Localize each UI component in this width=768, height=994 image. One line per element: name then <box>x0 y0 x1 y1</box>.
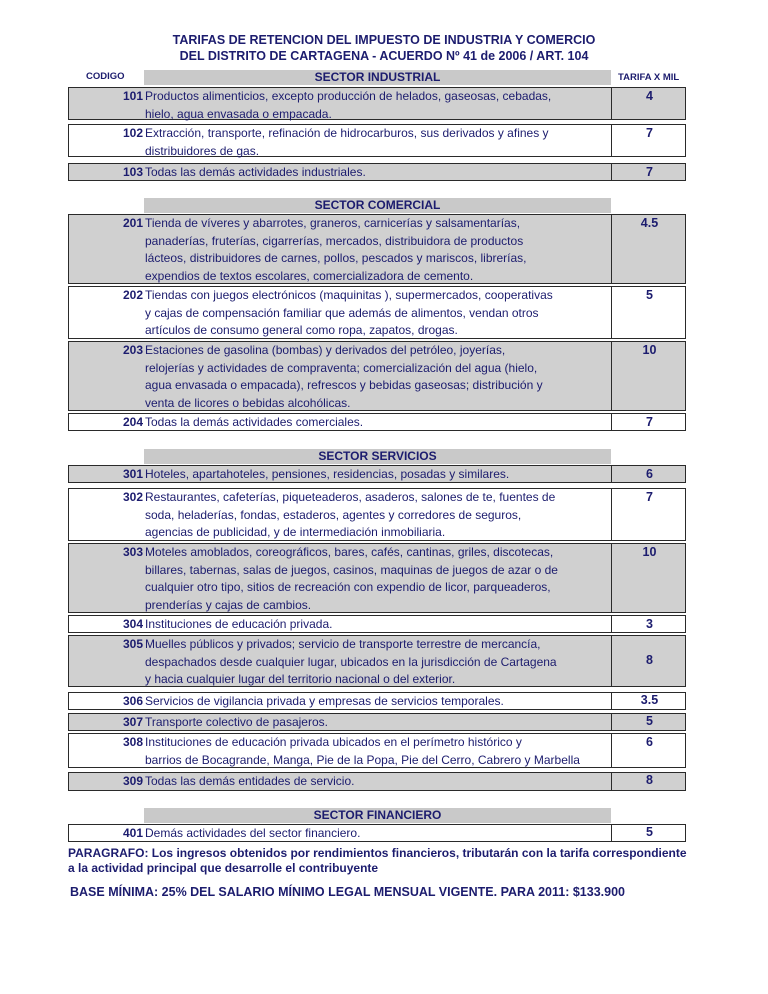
activity-description: Productos alimenticios, excepto producción de helados, gaseosas, cebadas, hielo, agua envasada o empacada. <box>145 89 552 121</box>
table-row <box>68 615 686 633</box>
activity-description: Tienda de víveres y abarrotes, graneros, carnicerías y salsamentarías, panaderías, fruterías, cigarrerías, mercados, distribuidora de productos lácteos, distribuidores de carnes, pollos, pescados y mariscos, librerías, expendios de textos escolares, comercializadora de cemento. <box>145 216 527 283</box>
document-title-line1: TARIFAS DE RETENCION DEL IMPUESTO DE INDUSTRIA Y COMERCIO <box>172 33 596 47</box>
activity-description: Hoteles, apartahoteles, pensiones, residencias, posadas y similares. <box>145 467 510 481</box>
table-row <box>68 341 686 411</box>
table-row <box>68 413 686 431</box>
activity-description: Extracción, transporte, refinación de hidrocarburos, sus derivados y afines y distribuidores de gas. <box>145 126 549 158</box>
tariff-rate: 3 <box>646 617 653 631</box>
activity-description: Restaurantes, cafeterías, piqueteaderos, asaderos, salones de te, fuentes de soda, heladerías, fondas, estaderos, agentes y corredores de seguros, agencias de publicidad, y de intermediación inmobiliaria. <box>145 490 556 539</box>
activity-code: 401 <box>122 826 143 840</box>
activity-description: Demás actividades del sector financiero. <box>145 826 361 840</box>
table-row <box>68 286 686 339</box>
table-row <box>68 543 686 613</box>
table-row <box>68 635 686 687</box>
table-row <box>68 824 686 842</box>
activity-code: 308 <box>122 735 143 749</box>
tariff-rate: 7 <box>646 165 653 179</box>
table-row <box>68 772 686 791</box>
activity-description: Estaciones de gasolina (bombas) y derivados del petróleo, joyerías, relojerías y actividades de compraventa; comercialización del agua (hielo, agua envasada o empacada), refrescos y bebidas gaseosas; distribución y venta de licores o bebidas alcohólicas. <box>145 343 543 410</box>
sector-header: SECTOR COMERCIAL <box>144 198 611 213</box>
activity-description: Instituciones de educación privada ubicados en el perímetro histórico y barrios de Bocagrande, Manga, Pie de la Popa, Pie del Cerro, Cabrero y Marbella <box>145 735 580 767</box>
column-header-codigo: CODIGO <box>86 71 125 82</box>
activity-code: 102 <box>122 126 143 140</box>
tariff-rate: 7 <box>646 415 653 429</box>
activity-code: 203 <box>122 343 143 357</box>
activity-description: Servicios de vigilancia privada y empresas de servicios temporales. <box>145 694 504 708</box>
table-row <box>68 733 686 768</box>
tariff-rate: 5 <box>646 714 653 728</box>
table-row <box>68 692 686 710</box>
table-row <box>68 87 686 120</box>
activity-code: 202 <box>122 288 143 302</box>
tariff-rate: 7 <box>646 490 653 504</box>
sector-header: SECTOR SERVICIOS <box>144 449 611 464</box>
activity-code: 303 <box>122 545 143 559</box>
activity-code: 204 <box>122 415 143 429</box>
base-minima: BASE MÍNIMA: 25% DEL SALARIO MÍNIMO LEGAL MENSUAL VIGENTE. PARA 2011: $133.900 <box>70 885 625 899</box>
tariff-rate: 7 <box>646 126 653 140</box>
paragrafo-line2: a la actividad principal que desarrolle el contribuyente <box>68 861 379 875</box>
activity-description: Todas la demás actividades comerciales. <box>145 415 364 429</box>
activity-description: Moteles amoblados, coreográficos, bares, cafés, cantinas, griles, discotecas, billares, tabernas, salas de juegos, casinos, maquinas de juegos de azar o de cualquier otro tipo, sitios de recreación con expendio de licor, parqueaderos, prenderías y cajas de cambios. <box>145 545 558 612</box>
activity-description: Todas las demás actividades industriales. <box>145 165 366 179</box>
tariff-rate: 3.5 <box>640 693 659 707</box>
tariff-rate: 5 <box>646 825 653 839</box>
activity-code: 301 <box>122 467 143 481</box>
activity-description: Instituciones de educación privada. <box>145 617 333 631</box>
table-row <box>68 488 686 541</box>
tariff-rate: 4.5 <box>640 216 659 230</box>
sector-header: SECTOR INDUSTRIAL <box>144 70 611 85</box>
activity-code: 309 <box>122 774 143 788</box>
activity-code: 307 <box>122 715 143 729</box>
activity-code: 306 <box>122 694 143 708</box>
table-row <box>68 713 686 731</box>
tariff-rate: 6 <box>646 735 653 749</box>
tariff-rate: 6 <box>646 467 653 481</box>
table-row <box>68 124 686 157</box>
tariff-rate: 4 <box>646 89 653 103</box>
activity-code: 201 <box>122 216 143 230</box>
activity-code: 305 <box>122 637 143 651</box>
activity-description: Todas las demás entidades de servicio. <box>145 774 355 788</box>
activity-description: Tiendas con juegos electrónicos (maquinitas ), supermercados, cooperativas y cajas de compensación familiar que además de alimentos, vendan otros artículos de consumo general como ropa, zapatos, drogas. <box>145 288 553 337</box>
sector-header: SECTOR FINANCIERO <box>144 808 611 823</box>
tariff-rate: 5 <box>646 288 653 302</box>
paragrafo-line1: PARAGRAFO: Los ingresos obtenidos por rendimientos financieros, tributarán con la tarifa correspondiente <box>68 846 687 860</box>
activity-code: 103 <box>122 165 143 179</box>
tariff-rate: 8 <box>646 773 653 787</box>
tariff-rate: 10 <box>642 343 657 357</box>
table-row <box>68 214 686 284</box>
activity-description: Transporte colectivo de pasajeros. <box>145 715 328 729</box>
table-row <box>68 465 686 483</box>
activity-code: 304 <box>122 617 143 631</box>
tariff-rate: 8 <box>646 653 653 667</box>
activity-description: Muelles públicos y privados; servicio de transporte terrestre de mercancía, despachados desde cualquier lugar, ubicados en la jurisdicción de Cartagena y hacia cualquier lugar del territorio nacional o del exterior. <box>145 637 557 686</box>
tariff-rate: 10 <box>642 545 657 559</box>
column-header-tarifa: TARIFA X MIL <box>618 72 680 83</box>
activity-code: 302 <box>122 490 143 504</box>
activity-code: 101 <box>122 89 143 103</box>
document-title-line2: DEL DISTRITO DE CARTAGENA - ACUERDO Nº 41 de 2006 / ART. 104 <box>179 49 589 63</box>
table-row <box>68 163 686 181</box>
